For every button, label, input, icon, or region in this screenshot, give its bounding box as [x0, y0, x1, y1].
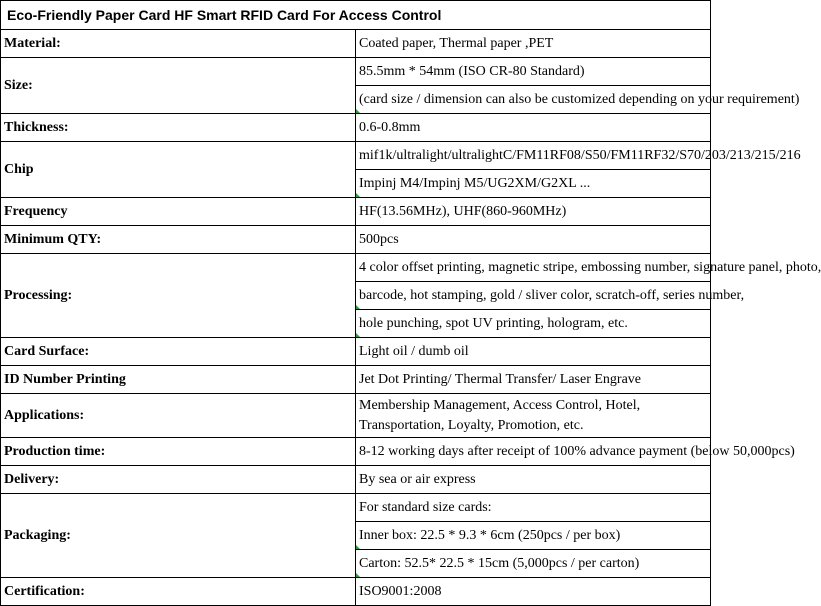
spec-label-frequency: Frequency [1, 198, 356, 226]
spec-value-delivery: By sea or air express [356, 466, 711, 494]
spec-value-processing: 4 color offset printing, magnetic stripe, embossing number, signature panel, photo, [356, 254, 711, 282]
spec-label-minimum-qty: Minimum QTY: [1, 226, 356, 254]
spec-label-size: Size: [1, 58, 356, 114]
spec-label-processing: Processing: [1, 254, 356, 338]
spec-value-size: (card size / dimension can also be customized depending on your requirement) [356, 86, 711, 114]
spec-row-chip [1, 142, 711, 170]
spec-row-delivery [1, 466, 711, 494]
spec-row-packaging [1, 494, 711, 522]
spec-row-thickness [1, 114, 711, 142]
spec-value-chip: Impinj M4/Impinj M5/UG2XM/G2XL ... [356, 170, 711, 198]
spec-value-card-surface: Light oil / dumb oil [356, 338, 711, 366]
spec-row-production-time [1, 438, 711, 466]
spec-value-size: 85.5mm * 54mm (ISO CR-80 Standard) [356, 58, 711, 86]
spec-label-card-surface: Card Surface: [1, 338, 356, 366]
spec-row-applications [1, 394, 711, 438]
spec-body [1, 30, 821, 606]
spec-label-delivery: Delivery: [1, 466, 356, 494]
spec-row-size [1, 58, 711, 86]
spec-value-id-number-printing: Jet Dot Printing/ Thermal Transfer/ Laser Engrave [356, 366, 711, 394]
spec-label-certification: Certification: [1, 578, 356, 606]
spec-value-material: Coated paper, Thermal paper ,PET [356, 30, 711, 58]
spec-label-chip: Chip [1, 142, 356, 198]
spec-value-minimum-qty: 500pcs [356, 226, 711, 254]
spec-value-processing: barcode, hot stamping, gold / sliver color, scratch-off, series number, [356, 282, 711, 310]
title-row [1, 1, 711, 30]
table-title: Eco-Friendly Paper Card HF Smart RFID Card For Access Control [1, 1, 711, 30]
spec-label-material: Material: [1, 30, 356, 58]
spec-value-processing: hole punching, spot UV printing, hologram, etc. [356, 310, 711, 338]
spec-label-packaging: Packaging: [1, 494, 356, 578]
spec-label-id-number-printing: ID Number Printing [1, 366, 356, 394]
spec-label-production-time: Production time: [1, 438, 356, 466]
spec-row-card-surface [1, 338, 711, 366]
spec-value-production-time: 8-12 working days after receipt of 100% advance payment (below 50,000pcs) [356, 438, 711, 466]
spec-row-material [1, 30, 711, 58]
spec-value-certification: ISO9001:2008 [356, 578, 711, 606]
spec-row-minimum-qty [1, 226, 711, 254]
spec-row-frequency [1, 198, 711, 226]
spec-value-thickness: 0.6-0.8mm [356, 114, 711, 142]
spec-label-thickness: Thickness: [1, 114, 356, 142]
spec-value-packaging: For standard size cards: [356, 494, 711, 522]
spec-value-packaging: Inner box: 22.5 * 9.3 * 6cm (250pcs / per box) [356, 522, 711, 550]
spec-value-applications: Membership Management, Access Control, Hotel, Transportation, Loyalty, Promotion, etc. [356, 394, 711, 438]
spec-row-id-number-printing [1, 366, 711, 394]
spec-label-applications: Applications: [1, 394, 356, 438]
spec-row-processing [1, 254, 711, 282]
spec-value-chip: mif1k/ultralight/ultralightC/FM11RF08/S50/FM11RF32/S70/203/213/215/216 [356, 142, 711, 170]
spec-value-packaging: Carton: 52.5* 22.5 * 15cm (5,000pcs / per carton) [356, 550, 711, 578]
spec-row-certification [1, 578, 711, 606]
spec-value-frequency: HF(13.56MHz), UHF(860-960MHz) [356, 198, 711, 226]
